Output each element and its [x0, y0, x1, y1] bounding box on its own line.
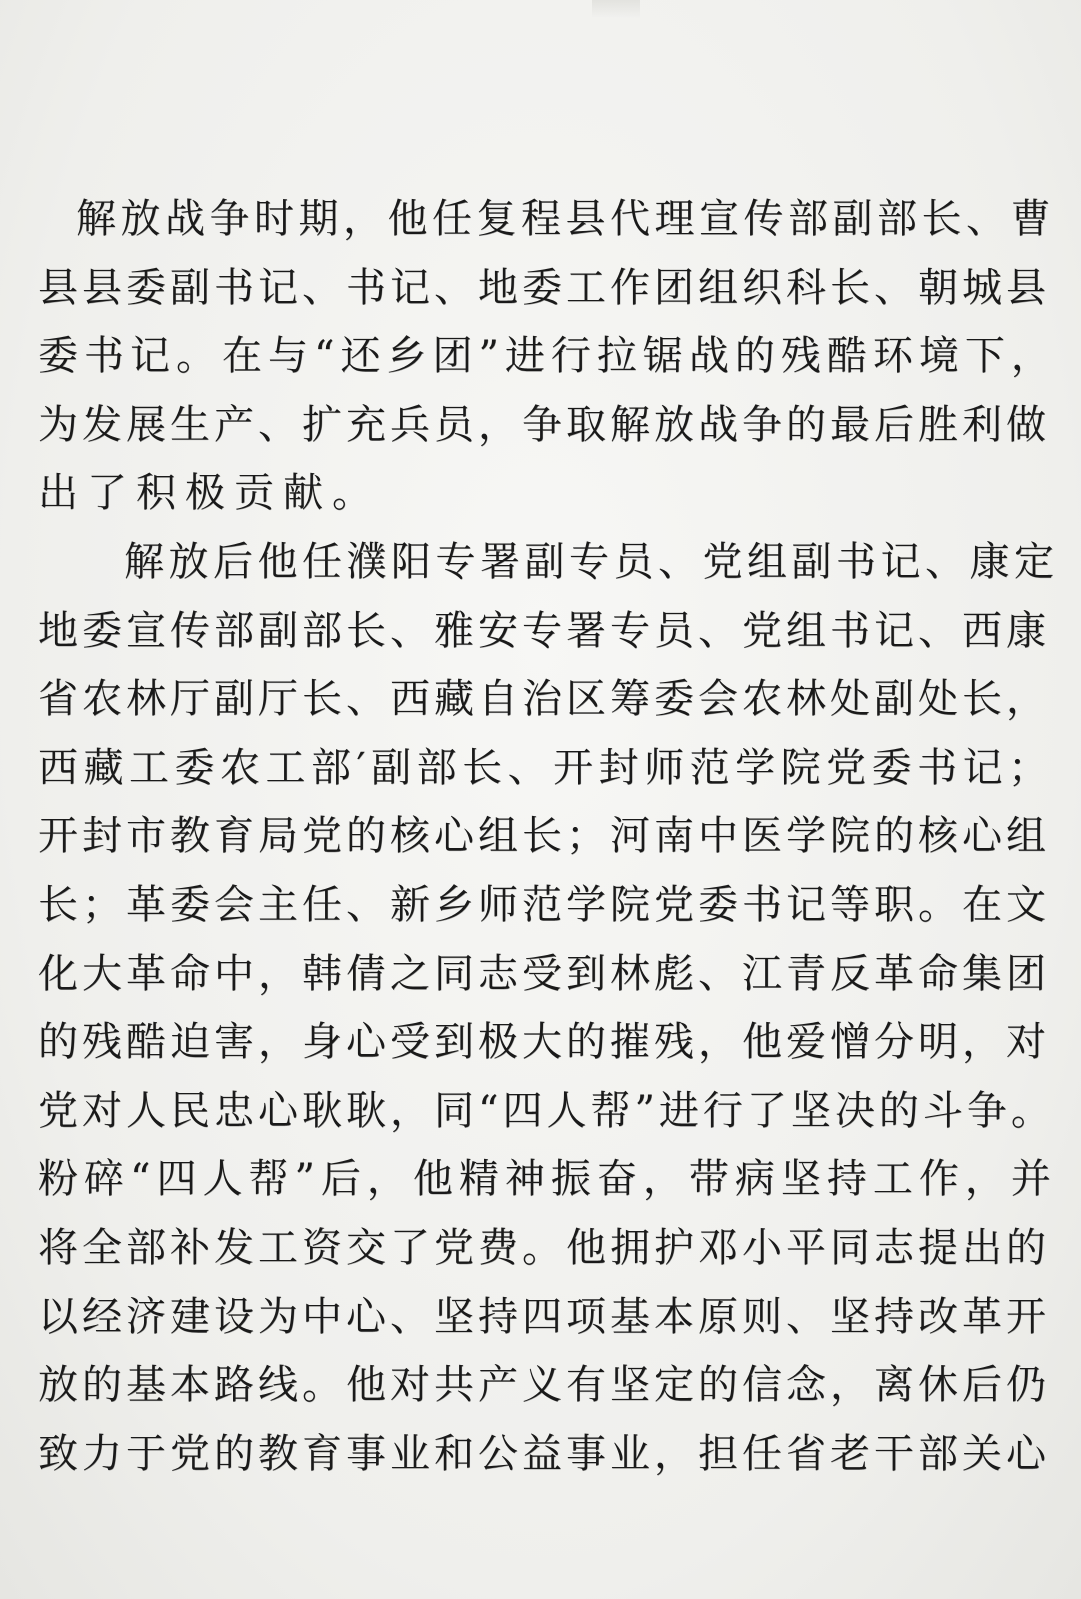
paragraph-2-line-1: 解放后他任濮阳专署副专员、党组副书记、康定 [124, 538, 1059, 585]
paragraph-1-line-5: 出了积极贡献。 [38, 470, 381, 517]
paragraph-2-line-9: 党对人民忠心耿耿，同“四人帮”进行了坚决的斗争。 [38, 1087, 1055, 1134]
paragraph-2-line-6: 长；革委会主任、新乡师范学院党委书记等职。在文 [38, 881, 1050, 928]
paragraph-2-line-13: 放的基本路线。他对共产义有坚定的信念，离休后仍 [38, 1362, 1050, 1409]
scan-artifact [592, 0, 640, 18]
paragraph-2-line-12: 以经济建设为中心、坚持四项基本原则、坚持改革开 [38, 1293, 1050, 1340]
paragraph-2-line-11: 将全部补发工资交了党费。他拥护邓小平同志提出的 [38, 1224, 1050, 1271]
paragraph-2-line-5: 开封市教育局党的核心组长；河南中医学院的核心组 [38, 813, 1050, 860]
paragraph-2-line-14: 致力于党的教育事业和公益事业，担任省老干部关心 [38, 1430, 1050, 1477]
paragraph-2-line-4: 西藏工委农工部′副部长、开封师范学院党委书记； [38, 744, 1054, 791]
paragraph-1-line-2: 县县委副书记、书记、地委工作团组织科长、朝城县 [38, 264, 1050, 311]
paragraph-1-line-3: 委书记。在与“还乡团”进行拉锯战的残酷环境下， [38, 333, 1057, 380]
paragraph-2-line-2: 地委宣传部副部长、雅安专署专员、党组书记、西康 [38, 607, 1050, 654]
paragraph-2-line-10: 粉碎“四人帮”后，他精神振奋，带病坚持工作，并 [38, 1156, 1057, 1203]
paragraph-2-line-7: 化大革命中，韩倩之同志受到林彪、江青反革命集团 [38, 950, 1050, 997]
paragraph-2-line-8: 的残酷迫害，身心受到极大的摧残，他爱憎分明，对 [38, 1019, 1050, 1066]
body-text [38, 185, 1059, 1488]
paragraph-1-line-4: 为发展生产、扩充兵员，争取解放战争的最后胜利做 [38, 401, 1050, 448]
paragraph-2-line-3: 省农林厅副厅长、西藏自治区筹委会农林处副处长， [38, 676, 1050, 723]
paragraph-1-line-1: 解放战争时期，他任复程县代理宣传部副部长、曹 [76, 196, 1055, 242]
